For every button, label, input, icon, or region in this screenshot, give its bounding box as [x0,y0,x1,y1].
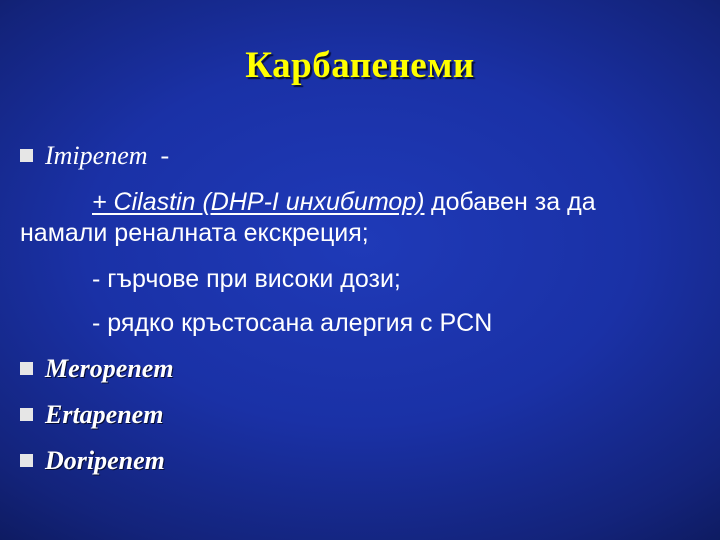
imipenem-note-2 [20,300,710,346]
item-name: Imipenem [45,141,148,170]
item-name: Doripenem [45,446,165,475]
item-name: Ertapenem [45,400,164,429]
square-bullet-icon [20,454,33,467]
square-bullet-icon [20,362,33,375]
item-dash: - [160,141,170,170]
list-item-ertapenem [20,392,710,438]
imipenem-note-1 [20,256,710,302]
slide-title: Карбапенеми [245,45,475,86]
slide-body [20,133,710,484]
imipenem-detail-cont [20,210,710,256]
item-name: Meropenem [45,354,174,383]
square-bullet-icon [20,149,33,162]
list-item-meropenem [20,346,710,392]
cilastin-text: + Cilastin (DHP-I инхибитор) [92,188,425,216]
square-bullet-icon [20,408,33,421]
list-item-imipenem [20,133,710,179]
note-text: - рядко кръстосана алергия с PCN [92,309,493,337]
detail-rest: добавен за да [431,188,596,216]
list-item-doripenem [20,438,710,484]
note-text: - гърчове при високи дози; [92,265,401,293]
detail-continuation: намали реналната екскреция; [20,219,369,247]
